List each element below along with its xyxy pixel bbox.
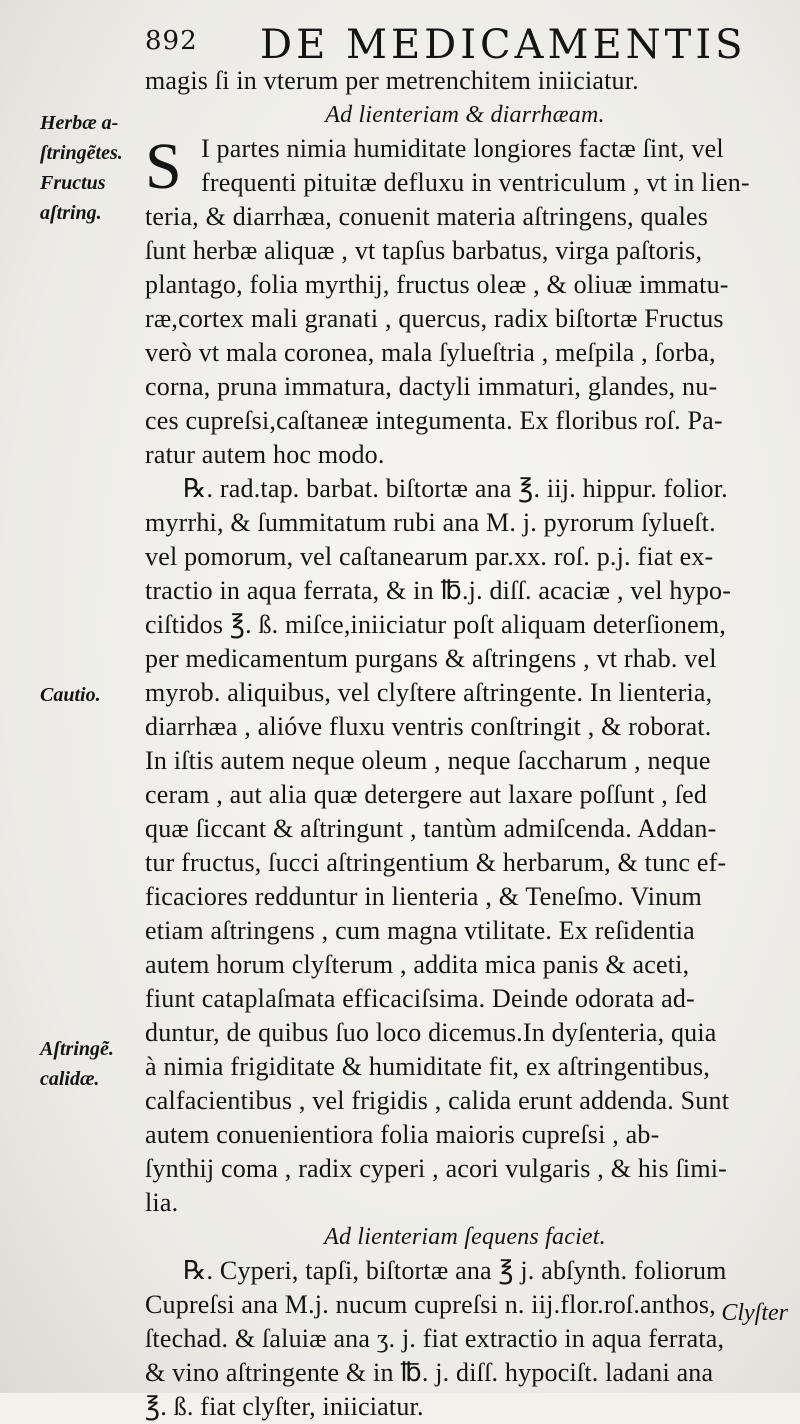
text-line: In iſtis autem neque oleum , neque ſaccharum , neque [145,746,711,775]
margin-note-line: ſtringẽtes. [40,142,123,164]
text-line: à nimia frigiditate & humiditate fit, ex aſtringentibus, [145,1052,711,1081]
text-line: ſtechad. & ſaluiæ ana ʒ. j. fiat extractio in aqua ferrata, [145,1324,725,1353]
margin-note-line: Herbæ a- [40,112,119,134]
text-line: plantago, folia myrthij, fructus oleæ , & oliuæ immatu- [145,270,729,299]
margin-note-line: Fructus [40,172,106,194]
page-number: 892 [145,26,198,56]
text-line: ces cupreſsi,caſtaneæ integumenta. Ex floribus roſ. Pa- [145,406,723,435]
text-line: autem conuenientiora folia maioris cupreſsi , ab- [145,1120,660,1149]
page-header [145,22,785,68]
text-line: myrrhi, & ſummitatum rubi ana M. j. pyrorum ſylueſt. [145,508,716,537]
text-line: corna, pruna immatura, dactyli immaturi, glandes, nu- [145,372,718,401]
text-line: ſunt herbæ aliquæ , vt tapſus barbatus, virga paſtoris, [145,236,703,265]
text-line: & vino aſtringente & in ℔. j. diſſ. hypociſt. ladani ana [145,1358,714,1387]
text-line: ratur autem hoc modo. [145,440,385,469]
text-line: per medicamentum purgans & aſtringens , vt rhab. vel [145,644,717,673]
section-heading: Ad lienteriam ſequens faciet. [324,1224,606,1250]
margin-note-line: aſtring. [40,202,102,224]
margin-note-cautio [40,680,140,710]
text-line: ℞. rad.tap. barbat. biſtortæ ana ℥. iij. hippur. folior. [183,474,728,503]
text-line: duntur, de quibus ſuo loco dicemus.In dyſenteria, quia [145,1018,717,1047]
margin-note-herbae-astringentes [40,108,140,228]
text-line: calfacientibus , vel frigidis , calida erunt addenda. Sunt [145,1086,730,1115]
text-line: ræ,cortex mali granati , quercus, radix biſtortæ Fructus [145,304,724,333]
text-line: ficaciores redduntur in lienteria , & Teneſmo. Vinum [145,882,702,911]
text-line: fiunt cataplaſmata efficaciſsima. Deinde odorata ad- [145,984,695,1013]
margin-note-line: Cautio. [40,684,101,706]
text-line: verò vt mala coronea, mala ſylueſtria , meſpila , ſorba, [145,338,716,367]
margin-note-line: calidæ. [40,1068,100,1090]
text-line: tur fructus, ſucci aſtringentium & herbarum, & tunc ef- [145,848,727,877]
text-line: ceram , aut alia quæ detergere aut laxare poſſunt , ſed [145,780,708,809]
text-line: magis ſi in vterum per metrenchitem iniiciatur. [145,66,639,95]
text-line: quæ ſiccant & aſtringunt , tantùm admiſcenda. Addan- [145,814,717,843]
text-line: teria, & diarrhæa, conuenit materia aſtringens, quales [145,202,709,231]
margin-note-astringentia-calida [40,1034,140,1094]
text-line: ℞. Cyperi, tapſi, biſtortæ ana ℥ j. abſynth. foliorum [183,1256,727,1285]
text-line: frequenti pituitæ defluxu in ventriculum , vt in lien- [201,168,750,197]
margin-note-line: Aſtringẽ. [40,1038,114,1060]
body-text [145,64,785,1424]
text-line: lia. [145,1188,179,1217]
text-line: vel pomorum, vel caſtanearum par.xx. roſ. p.j. fiat ex- [145,542,714,571]
text-line-content: I partes nimia humiditate longiores factæ ſint, vel [201,134,724,163]
text-line: tractio in aqua ferrata, & in ℔.j. diſſ. acaciæ , vel hypo- [145,576,732,605]
running-title: DE MEDICAMENTIS [260,22,747,68]
text-line: Cupreſsi ana M.j. nucum cupreſsi n. iij.flor.roſ.anthos, [145,1290,716,1319]
text-line: diarrhæa , alióve fluxu ventris conſtringit , & roborat. [145,712,712,741]
section-heading: Ad lienteriam & diarrhæam. [325,102,605,128]
text-line: myrob. aliquibus, vel clyſtere aſtringente. In lienteria, [145,678,713,707]
catchword: Clyſter [721,1300,788,1326]
text-line: autem horum clyſterum , addita mica panis & aceti, [145,950,690,979]
drop-capital: S [145,130,182,203]
text-line: etiam aſtringens , cum magna vtilitate. Ex reſidentia [145,916,695,945]
text-line: ſynthij coma , radix cyperi , acori vulgaris , & his ſimi- [145,1154,728,1183]
text-line: ℥. ß. fiat clyſter, iniiciatur. [145,1392,424,1421]
text-line: ciſtidos ℥. ß. miſce,iniiciatur poſt aliquam deterſionem, [145,610,726,639]
